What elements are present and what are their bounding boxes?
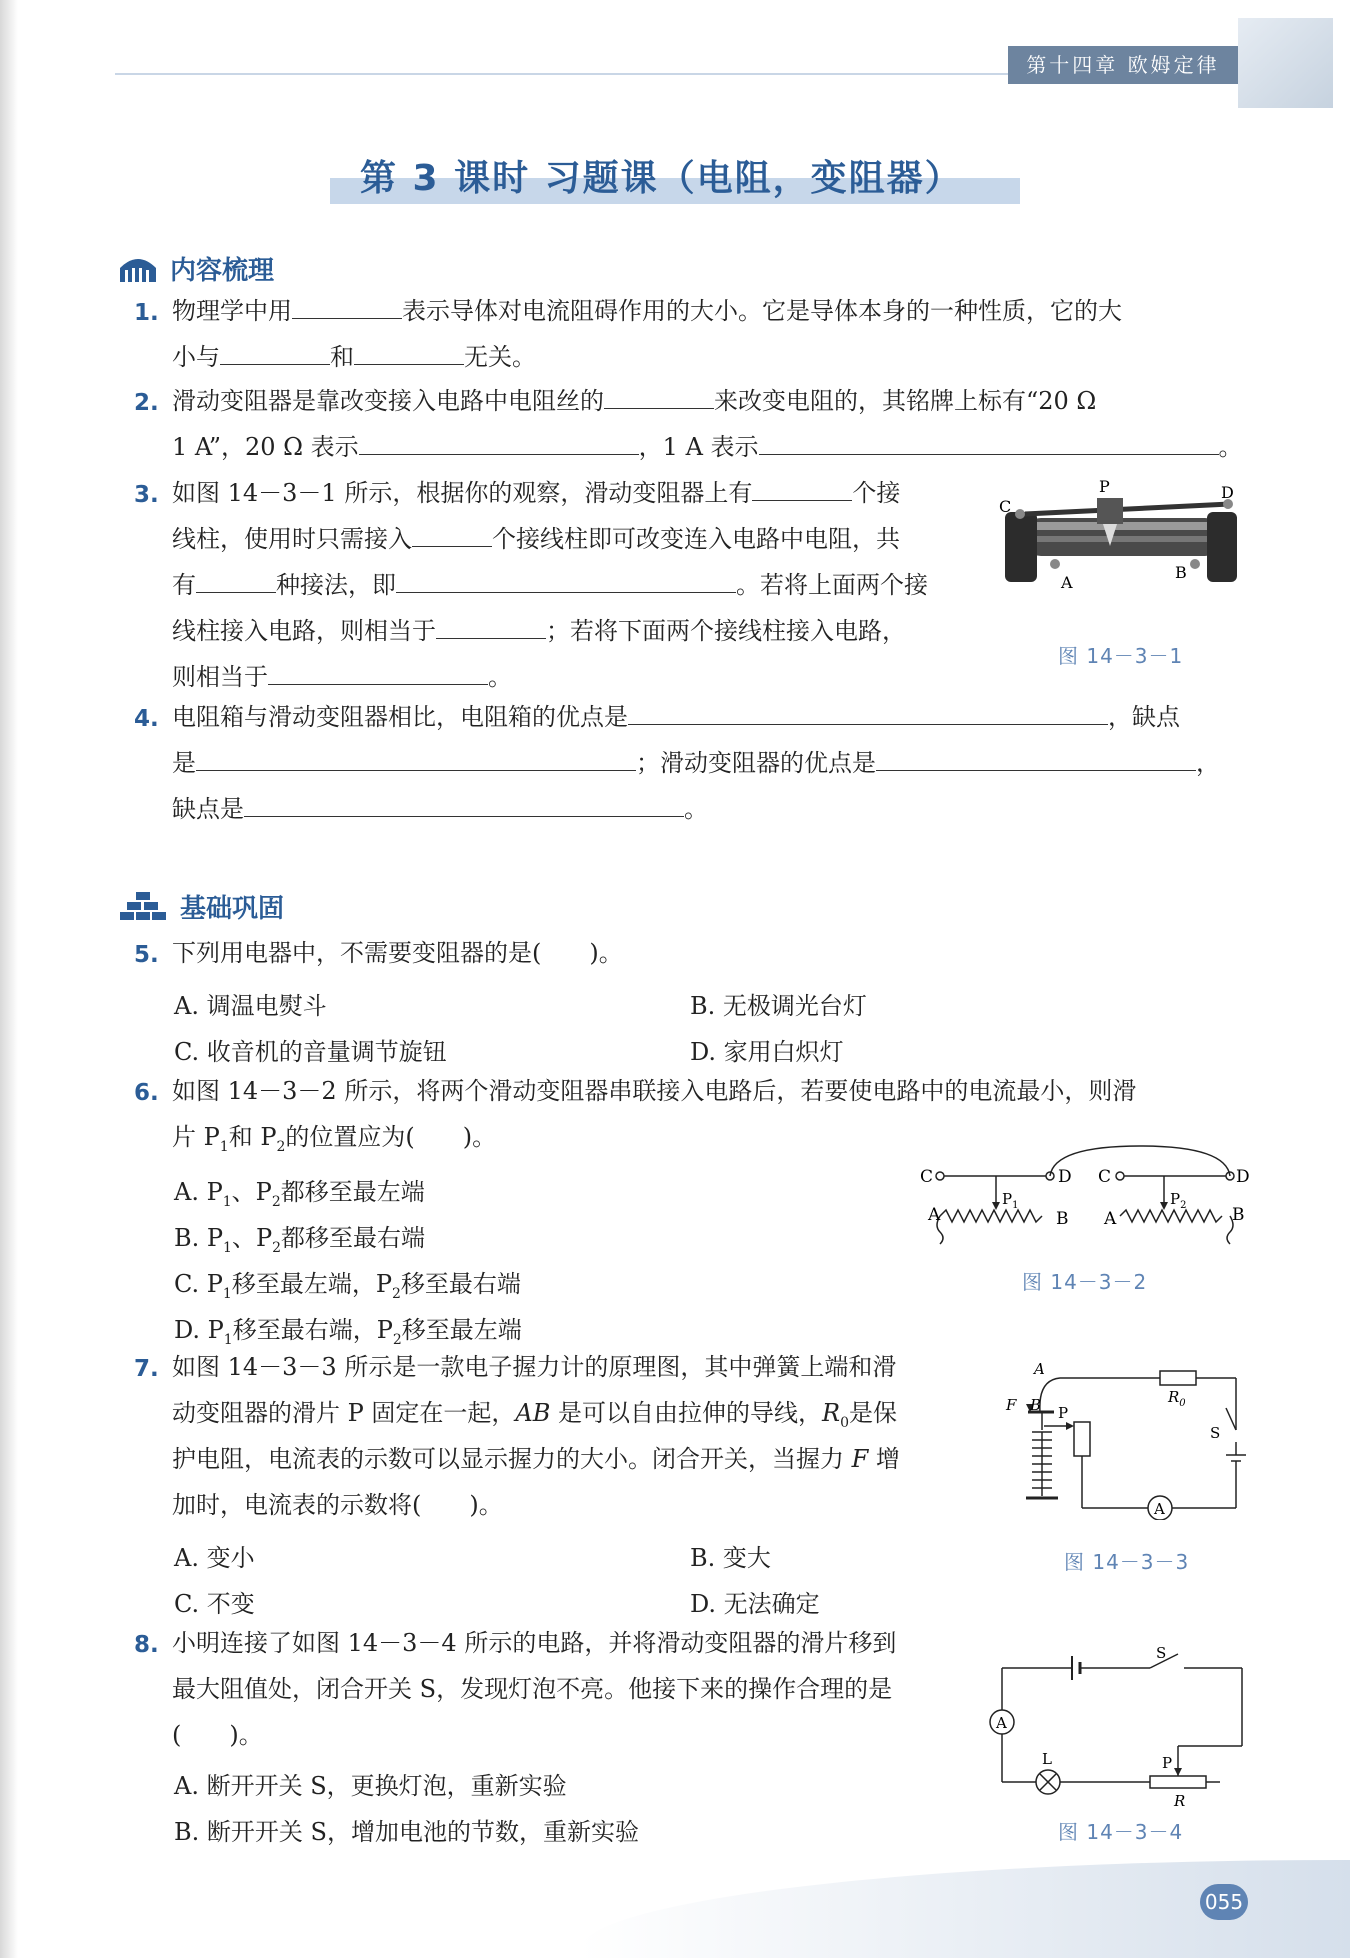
q6-stem2 (172, 1114, 496, 1170)
fig3-label-b: B (1030, 1396, 1042, 1414)
answer-blank[interactable] (220, 334, 330, 365)
q6-opt-text: 都移至最左端 (280, 1178, 425, 1206)
q6-option-d[interactable] (174, 1310, 522, 1348)
q6-sub: 1 (223, 1239, 232, 1256)
q3-text: ；若将下面两个接线柱接入电路， (546, 617, 906, 645)
q8-line2: 最大阻值处，闭合开关 S，发现灯泡不亮。他接下来的操作合理的是 (172, 1675, 893, 1703)
fig2-label-d2: D (1236, 1167, 1250, 1187)
q2-text: 来改变电阻的，其铭牌上标有“20 Ω (714, 387, 1097, 415)
answer-blank[interactable] (604, 378, 714, 409)
q7-line3 (172, 1436, 900, 1482)
fig2-p1: P (1002, 1190, 1013, 1208)
q6-sub: 1 (223, 1331, 233, 1348)
fig3-r-sub: 0 (1179, 1398, 1186, 1409)
q4-text: 电阻箱与滑动变阻器相比，电阻箱的优点是 (172, 703, 628, 731)
q7-text: F (851, 1445, 869, 1473)
q7-line4: 加时，电流表的示数将( )。 (172, 1491, 503, 1519)
fig1-label-a: A (1061, 573, 1073, 592)
figure-circuit (980, 1640, 1250, 1810)
answer-blank[interactable] (628, 694, 1108, 725)
section-title-content: 内容梳理 (170, 256, 275, 286)
q3-text: 线柱接入电路，则相当于 (172, 617, 436, 645)
q5-stem: 下列用电器中，不需要变阻器的是( )。 (172, 939, 623, 967)
fig2-label-b2: B (1232, 1205, 1245, 1225)
q6-opt-text: 移至最左端 (401, 1316, 522, 1344)
bricks-icon (120, 892, 168, 922)
q1-text: 和 (330, 343, 354, 371)
q5-option-a[interactable]: A. 调温电熨斗 (174, 992, 327, 1020)
q6-text: 的位置应为( )。 (285, 1123, 497, 1151)
q1-text: 表示导体对电流阻碍作用的大小。它是导体本身的一种性质，它的大 (402, 297, 1122, 325)
ammeter-icon: A (1154, 1500, 1165, 1518)
answer-blank[interactable] (759, 424, 1219, 455)
page-number: 055 (1200, 1884, 1248, 1920)
q8-option-b[interactable]: B. 断开开关 S，增加电池的节数，重新实验 (174, 1818, 639, 1846)
q8-number: 8. (134, 1632, 159, 1658)
q6-stem1: 如图 14－3－2 所示，将两个滑动变阻器串联接入电路后，若要使电路中的电流最小，则滑 (172, 1077, 1137, 1105)
section-title-basics: 基础巩固 (180, 894, 285, 924)
answer-blank[interactable] (876, 740, 1196, 771)
q6-text: 片 P (172, 1123, 220, 1151)
q6-option-c[interactable] (174, 1264, 521, 1302)
q6-opt-text: 移至最右端，P (232, 1316, 393, 1344)
q2-text: 。 (1218, 433, 1243, 461)
q6-sub: 2 (392, 1331, 402, 1348)
q4-line2 (172, 740, 1220, 786)
fig1-label-d: D (1221, 483, 1234, 502)
q4-line1 (172, 694, 1180, 740)
q7-text: 增 (868, 1445, 900, 1473)
chapter-tab: 第十四章 欧姆定律 (1008, 46, 1238, 84)
q4-line3 (172, 786, 708, 832)
fig2-label-p1 (1002, 1190, 1018, 1211)
q4-text: 。 (684, 795, 708, 823)
q5-option-c[interactable]: C. 收音机的音量调节旋钮 (174, 1038, 447, 1066)
q7-text: AB (515, 1399, 551, 1427)
fig2-label-d1: D (1058, 1167, 1072, 1187)
q7-sub: 0 (840, 1414, 850, 1431)
q3-number: 3. (134, 482, 159, 508)
q5-option-b[interactable]: B. 无极调光台灯 (690, 992, 867, 1020)
q2-text: 滑动变阻器是靠改变接入电路中电阻丝的 (172, 387, 604, 415)
answer-blank[interactable] (436, 608, 546, 639)
q7-option-c[interactable]: C. 不变 (174, 1590, 255, 1618)
figure-caption: 图 14－3－4 (1058, 1820, 1184, 1844)
q3-text: 线柱，使用时只需接入 (172, 525, 412, 553)
q6-option-a[interactable] (174, 1172, 425, 1210)
q6-sub: 1 (222, 1285, 232, 1302)
fig2-p2-sub: 2 (1180, 1200, 1187, 1211)
q6-opt-text: 、P (231, 1224, 273, 1252)
answer-blank[interactable] (196, 562, 276, 593)
q3-text: 。若将上面两个接 (736, 571, 928, 599)
q6-opt-text: 移至最左端，P (231, 1270, 392, 1298)
q2-number: 2. (134, 390, 159, 416)
q2-text: 1 A”，20 Ω 表示 (172, 433, 359, 461)
q6-sub: 2 (272, 1239, 282, 1256)
arch-icon (118, 254, 158, 284)
fig1-label-p: P (1099, 478, 1110, 496)
q6-text: 和 P (228, 1123, 277, 1151)
fig4-label-p: P (1162, 1754, 1173, 1772)
q3-text: 种接法，即 (276, 571, 396, 599)
q8-line3: ( )。 (172, 1721, 263, 1749)
fig2-p2: P (1170, 1190, 1181, 1208)
q4-text: ，缺点 (1108, 703, 1180, 731)
q7-line1: 如图 14－3－3 所示是一款电子握力计的原理图，其中弹簧上端和滑 (172, 1353, 897, 1381)
q2-line1 (172, 378, 1096, 424)
answer-blank[interactable] (354, 334, 464, 365)
q7-text: 是可以自由拉伸的导线， (550, 1399, 823, 1427)
q3-line4 (172, 608, 906, 654)
q1-line1 (172, 288, 1122, 334)
answer-blank[interactable] (752, 470, 852, 501)
q7-option-b[interactable]: B. 变大 (690, 1544, 771, 1572)
q3-text: 个接线柱即可改变连入电路中电阻，共 (492, 525, 900, 553)
q2-text: ，1 A 表示 (638, 433, 759, 461)
fig2-label-a1: A (928, 1205, 941, 1225)
q4-number: 4. (134, 706, 159, 732)
answer-blank[interactable] (359, 424, 639, 455)
q6-number: 6. (134, 1080, 159, 1106)
q6-sub: 2 (392, 1285, 401, 1302)
answer-blank[interactable] (292, 288, 402, 319)
q6-sub: 1 (219, 1138, 229, 1155)
fig3-label-r0 (1167, 1388, 1186, 1409)
ammeter-icon: A (996, 1714, 1007, 1732)
q4-text: 缺点是 (172, 795, 244, 823)
answer-blank[interactable] (412, 516, 492, 547)
q3-line1 (172, 470, 900, 516)
fig2-label-a2: A (1104, 1209, 1117, 1229)
q7-option-a[interactable]: A. 变小 (174, 1544, 255, 1572)
figure-grip-meter (1000, 1360, 1250, 1520)
q1-number: 1. (134, 300, 159, 326)
fig3-label-f: F (1006, 1396, 1017, 1414)
q3-text: 。 (488, 663, 512, 691)
q7-text: 是保 (849, 1399, 898, 1427)
q3-line2 (172, 516, 900, 562)
fig2-label-b1: B (1056, 1209, 1069, 1229)
q4-text: 是 (172, 749, 196, 777)
lesson-title: 第 3 课时 习题课（电阻，变阻器） (360, 158, 963, 199)
q6-option-b[interactable] (174, 1218, 425, 1256)
q3-line3 (172, 562, 928, 608)
fig2-label-c1: C (920, 1167, 934, 1187)
figure-caption: 图 14－3－1 (1058, 644, 1184, 668)
q7-text: 动变阻器的滑片 P 固定在一起， (172, 1399, 516, 1427)
q6-opt-text: 移至最右端 (400, 1270, 521, 1298)
q1-line2 (172, 334, 536, 380)
q4-text: ；滑动变阻器的优点是 (636, 749, 876, 777)
figure-rheostat (995, 478, 1245, 598)
answer-blank[interactable] (244, 786, 684, 817)
q4-text: ， (1196, 749, 1220, 777)
fig4-label-s: S (1156, 1644, 1167, 1662)
q5-number: 5. (134, 942, 159, 968)
q5-option-d[interactable]: D. 家用白炽灯 (690, 1038, 844, 1066)
figure-caption: 图 14－3－2 (1022, 1270, 1148, 1294)
fig2-label-p2 (1170, 1190, 1186, 1211)
q3-text: 有 (172, 571, 196, 599)
fig4-label-r: R (1174, 1792, 1186, 1810)
fig2-p1-sub: 1 (1012, 1200, 1019, 1211)
fig3-r: R (1168, 1388, 1180, 1406)
answer-blank[interactable] (196, 740, 636, 771)
q6-opt-text: 、P (231, 1178, 272, 1206)
answer-blank[interactable] (268, 654, 488, 685)
q6-sub: 1 (222, 1193, 232, 1210)
q6-opt-text: C. P (174, 1270, 223, 1298)
chapter-tab-edge (1238, 18, 1333, 108)
answer-blank[interactable] (396, 562, 736, 593)
q8-option-a[interactable]: A. 断开开关 S，更换灯泡，重新实验 (174, 1772, 567, 1800)
q3-text: 则相当于 (172, 663, 268, 691)
fig3-label-a: A (1034, 1360, 1045, 1378)
q2-line2 (172, 424, 1243, 470)
q1-text: 无关。 (464, 343, 536, 371)
fig3-label-p: P (1058, 1404, 1069, 1422)
fig1-label-c: C (999, 497, 1012, 516)
q7-number: 7. (134, 1356, 159, 1382)
fig2-label-c2: C (1098, 1167, 1112, 1187)
q3-text: 个接 (852, 479, 901, 507)
q6-opt-text: B. P (174, 1224, 224, 1252)
q1-text: 物理学中用 (172, 297, 292, 325)
fig1-label-b: B (1175, 563, 1187, 582)
q3-text: 如图 14－3－1 所示，根据你的观察，滑动变阻器上有 (172, 479, 753, 507)
fig3-label-s: S (1210, 1424, 1221, 1442)
q6-opt-text: A. P (174, 1178, 223, 1206)
q6-sub: 2 (276, 1138, 286, 1155)
figure-two-rheostats (920, 1140, 1250, 1250)
figure-caption: 图 14－3－3 (1064, 1550, 1190, 1574)
fig4-label-l: L (1042, 1750, 1052, 1768)
q6-opt-text: D. P (174, 1316, 224, 1344)
q1-text: 小与 (172, 343, 220, 371)
q8-line1: 小明连接了如图 14－3－4 所示的电路，并将滑动变阻器的滑片移到 (172, 1629, 897, 1657)
q6-sub: 2 (271, 1193, 281, 1210)
q6-opt-text: 都移至最右端 (281, 1224, 426, 1252)
page-edge-shadow (0, 0, 18, 1958)
q7-text: R (822, 1399, 841, 1427)
q7-option-d[interactable]: D. 无法确定 (690, 1590, 820, 1618)
q7-text: 护电阻，电流表的示数可以显示握力的大小。闭合开关，当握力 (172, 1445, 852, 1473)
